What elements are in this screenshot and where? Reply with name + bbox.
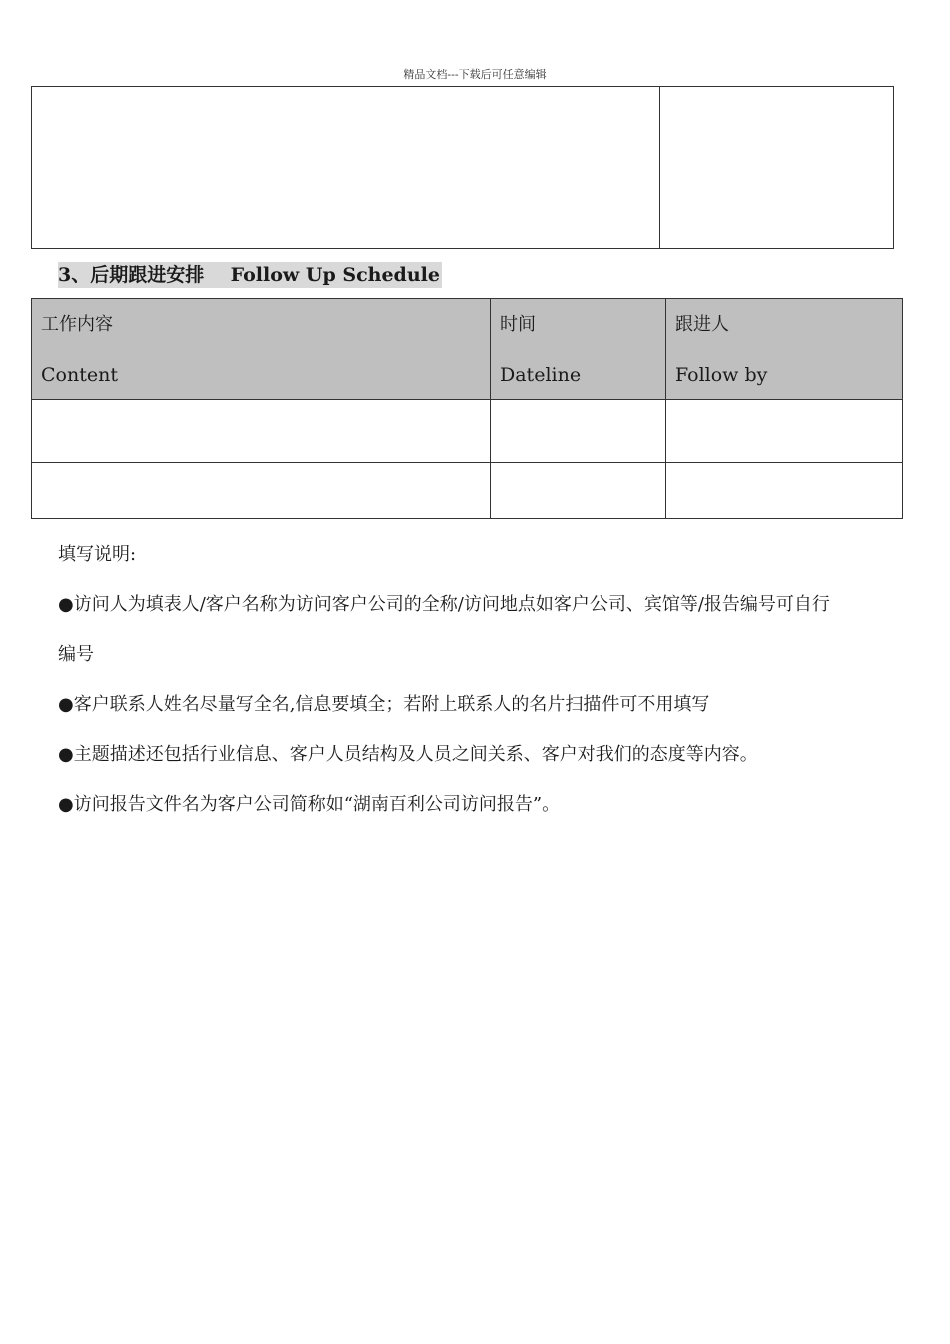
column-header-label-en: Content — [41, 364, 118, 386]
filling-instructions — [58, 530, 898, 830]
table-cell-follow-by[interactable] — [666, 463, 903, 519]
table-cell[interactable] — [660, 87, 894, 249]
table-cell-dateline[interactable] — [491, 463, 666, 519]
column-header-label-zh: 跟进人 — [675, 314, 729, 335]
instructions-title: 填写说明: — [58, 544, 137, 565]
instruction-item: ●访问人为填表人/客户名称为访问客户公司的全称/访问地点如客户公司、宾馆等/报告编号可自行 — [58, 594, 830, 615]
table-cell-content[interactable] — [32, 463, 491, 519]
column-header-content — [32, 299, 491, 400]
table-cell-content[interactable] — [32, 400, 491, 463]
table-cell-dateline[interactable] — [491, 400, 666, 463]
instruction-item: ●主题描述还包括行业信息、客户人员结构及人员之间关系、客户对我们的态度等内容。 — [58, 744, 758, 765]
page-header: 精品文档---下载后可任意编辑 — [403, 68, 547, 81]
instruction-item: 编号 — [58, 644, 94, 665]
column-header-label-zh: 工作内容 — [41, 314, 113, 335]
section-heading-follow-up: 3、后期跟进安排 Follow Up Schedule — [58, 264, 440, 286]
column-header-label-en: Dateline — [500, 364, 582, 386]
follow-up-schedule-table — [31, 298, 903, 519]
table-header-row — [32, 299, 903, 400]
previous-section-table — [31, 86, 894, 249]
table-row — [32, 463, 903, 519]
column-header-label-en: Follow by — [675, 364, 768, 386]
column-header-follow-by — [666, 299, 903, 400]
instruction-item: ●客户联系人姓名尽量写全名,信息要填全；若附上联系人的名片扫描件可不用填写 — [58, 694, 710, 715]
table-cell-follow-by[interactable] — [666, 400, 903, 463]
table-cell[interactable] — [32, 87, 660, 249]
table-row — [32, 400, 903, 463]
column-header-dateline — [491, 299, 666, 400]
column-header-label-zh: 时间 — [500, 314, 536, 335]
instruction-item: ●访问报告文件名为客户公司简称如“湖南百利公司访问报告”。 — [58, 794, 561, 815]
